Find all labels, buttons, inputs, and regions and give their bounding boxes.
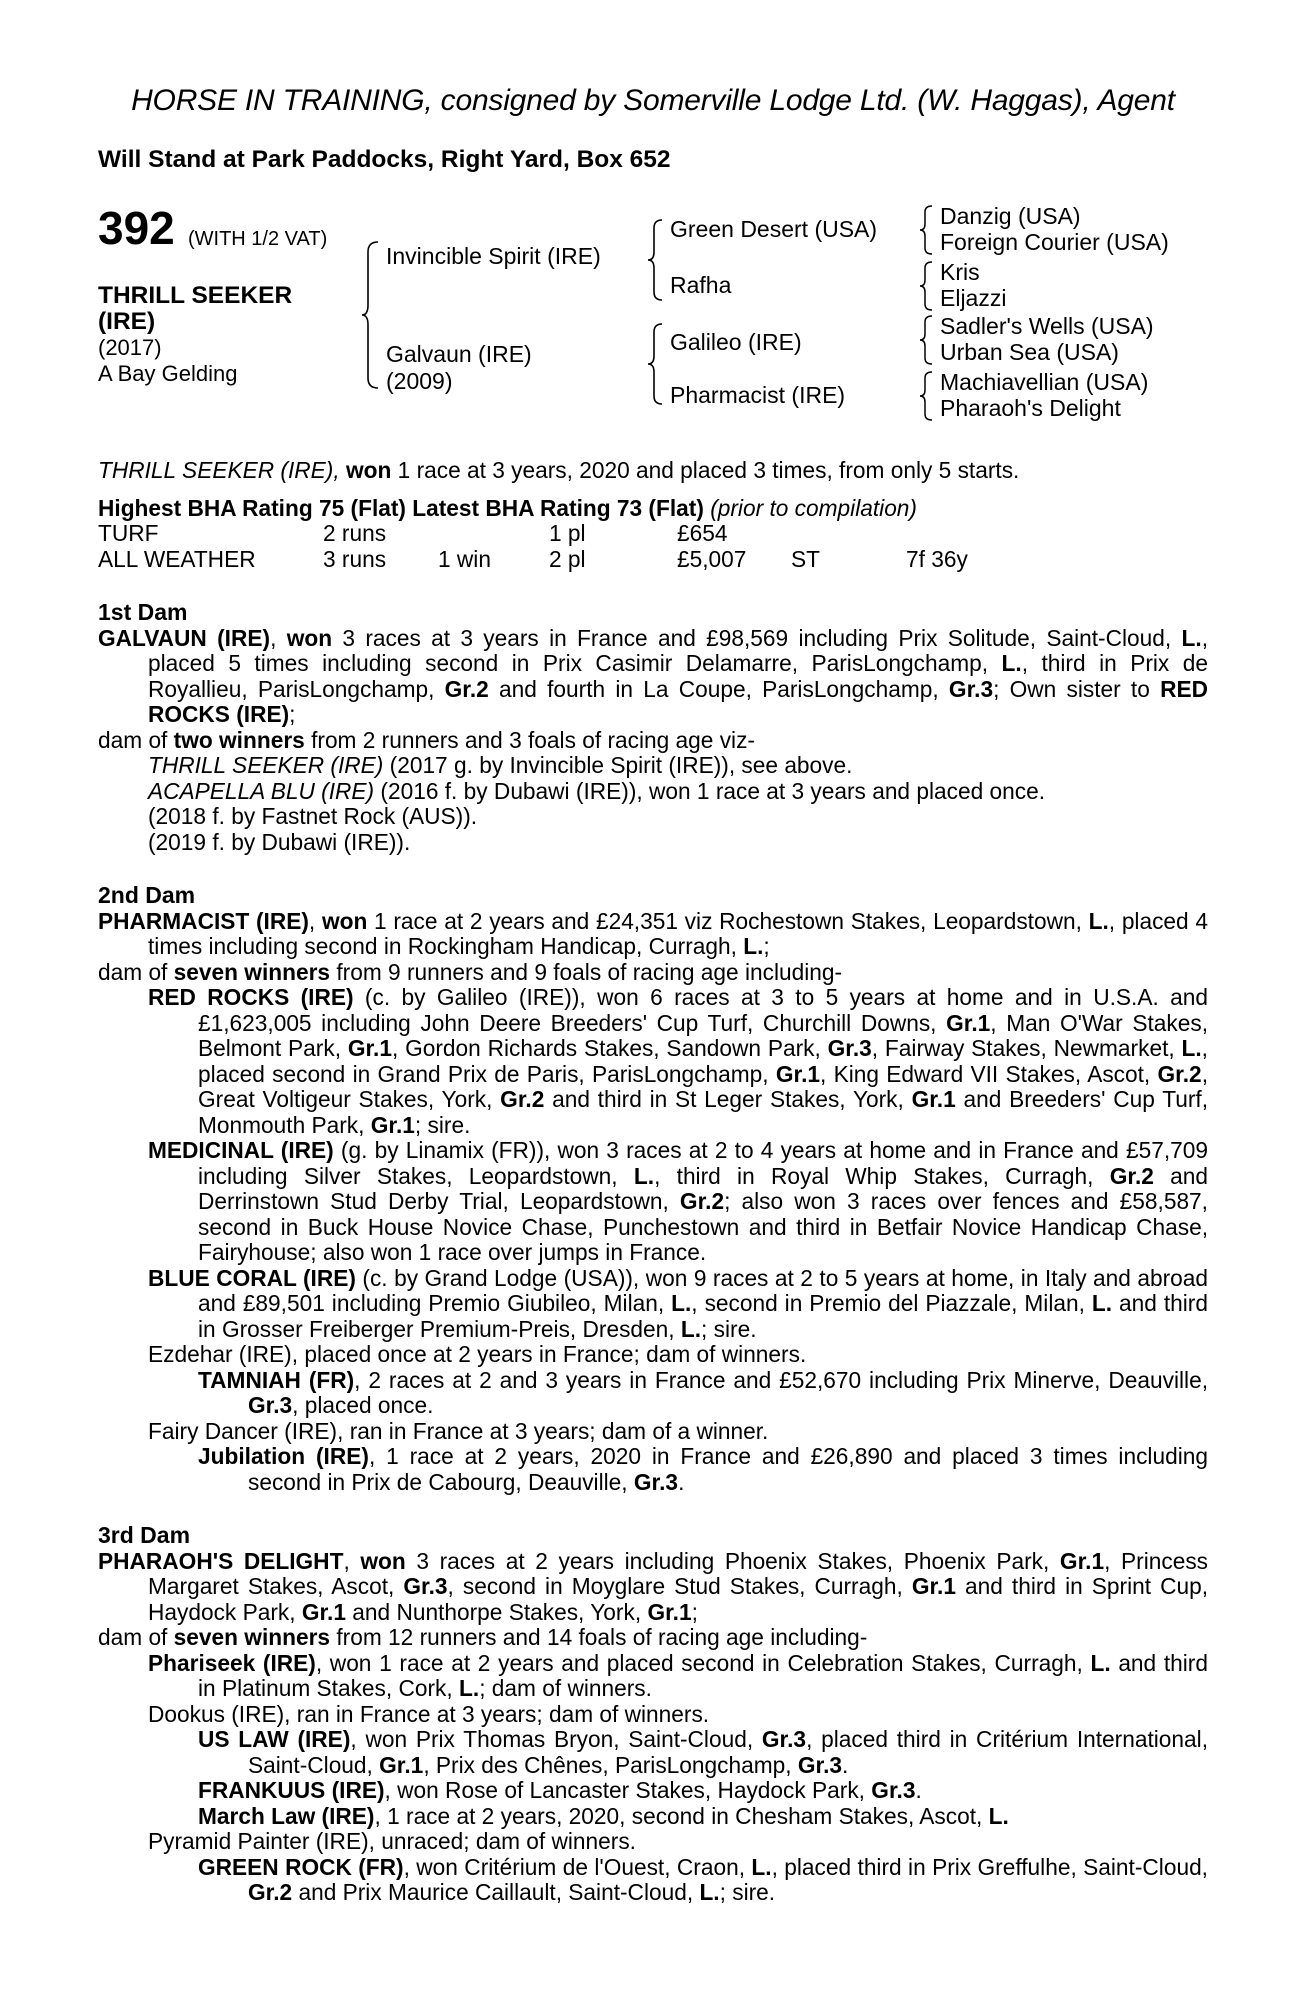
rating-line: Highest BHA Rating 75 (Flat) Latest BHA Rating 73 (Flat) (prior to compilation) [98, 494, 917, 521]
rating-block [98, 496, 1208, 573]
pedigree-brace-sire [646, 218, 666, 303]
consignor-header: HORSE IN TRAINING, consigned by Somerville Lodge Ltd. (W. Haggas), Agent [131, 84, 1175, 117]
rating-row-all-weather: ALL WEATHER 3 runs 1 win 2 pl £5,007 ST 7f 36y [98, 545, 968, 572]
produce-intro: dam of two winners from 2 runners and 3 foals of racing age viz- [98, 726, 755, 753]
pedigree-dss: Sadler's Wells (USA) [940, 313, 1154, 339]
produce-entry: Phariseek (IRE), won 1 race at 2 years and placed second in Celebration Stakes, Curragh, L. and third in Platinum Stakes, Cork, L.; dam of winners. [148, 1649, 1208, 1701]
pedigree-sdd: Eljazzi [940, 285, 1007, 311]
grandproduce-entry: Jubilation (IRE), 1 race at 2 years, 2020 in France and £26,890 and placed 3 times including second in Prix de Cabourg, Deauville, Gr.3. [198, 1443, 1208, 1495]
pedigree-dam-year: (2009) [386, 368, 453, 394]
second-dam-section [98, 883, 1208, 1495]
pedigree-sds: Kris [940, 259, 980, 285]
pedigree-brace-sd [918, 260, 936, 312]
produce-intro: dam of seven winners from 12 runners and 14 foals of racing age including- [98, 1624, 868, 1650]
dam-entry: PHARMACIST (IRE), won 1 race at 2 years and £24,351 viz Rochestown Stakes, Leopardstown, L., placed 4 times including second in Rockingham Handicap, Curragh, L.; [98, 907, 1209, 959]
first-dam-heading: 1st Dam [98, 599, 188, 625]
pedigree-brace-dam [646, 322, 666, 407]
rating-row-turf: TURF 2 runs 1 pl £654 [98, 520, 728, 546]
grandproduce-entry: FRANKUUS (IRE), won Rose of Lancaster Stakes, Haydock Park, Gr.3. [198, 1777, 922, 1803]
third-dam-section [98, 1523, 1208, 1906]
pedigree-brace-main [360, 240, 382, 390]
catalogue-body [98, 458, 1208, 1906]
race-summary: THRILL SEEKER (IRE), won 1 race at 3 years, 2020 and placed 3 times, from only 5 starts. [98, 457, 1020, 483]
produce-entry: BLUE CORAL (IRE) (c. by Grand Lodge (USA)), won 9 races at 2 to 5 years at home, in Italy and abroad and £89,501 including Premio Giubileo, Milan, L., second in Premio del Piazzale, Milan, L. and third in Grosser Freiberger Premium-Preis, Dresden, L.; sire. [148, 1264, 1208, 1342]
lot-number: 392 [98, 202, 175, 254]
produce-entry: (2019 f. by Dubawi (IRE)). [148, 828, 411, 855]
pedigree-brace-ds [918, 314, 936, 366]
produce-entry: ACAPELLA BLU (IRE) (2016 f. by Dubawi (IRE)), won 1 race at 3 years and placed once. [148, 777, 1046, 804]
dam-entry: GALVAUN (IRE), won 3 races at 3 years in France and £98,569 including Prix Solitude, Saint-Cloud, L., placed 5 times including second in Prix Casimir Delamarre, ParisLongchamp, L., third in Prix de Royallieu, ParisLongchamp, Gr.2 and fourth in La Coupe, ParisLongchamp, Gr.3; Own sister to RED ROCKS (IRE); [98, 624, 1208, 727]
first-dam-section [98, 600, 1208, 855]
produce-entry: Ezdehar (IRE), placed once at 2 years in France; dam of winners. [148, 1341, 807, 1367]
produce-intro: dam of seven winners from 9 runners and 9 foals of racing age including- [98, 958, 843, 985]
pedigree-dam: Galvaun (IRE) [386, 341, 532, 367]
produce-entry: MEDICINAL (IRE) (g. by Linamix (FR)), won 3 races at 2 to 4 years at home and in France and £57,709 including Silver Stakes, Leopardstown, L., third in Royal Whip Stakes, Curragh, Gr.2 and Derrinstown Stud Derby Trial, Leopardstown, Gr.2; also won 3 races over fences and £58,587, second in Buck House Novice Chase, Punchestown and third in Betfair Novice Handicap Chase, Fairyhouse; also won 1 race over jumps in France. [148, 1137, 1209, 1265]
pedigree-sss: Danzig (USA) [940, 203, 1081, 229]
pedigree-dsd: Urban Sea (USA) [940, 339, 1119, 365]
pedigree-sire: Invincible Spirit (IRE) [386, 243, 601, 269]
grandproduce-entry: US LAW (IRE), won Prix Thomas Bryon, Saint-Cloud, Gr.3, placed third in Critérium International, Saint-Cloud, Gr.1, Prix des Chênes, ParisLongchamp, Gr.3. [198, 1726, 1208, 1778]
pedigree-sire-dam: Rafha [670, 272, 732, 298]
grandproduce-entry: March Law (IRE), 1 race at 2 years, 2020, second in Chesham Stakes, Ascot, L. [198, 1802, 1009, 1829]
third-dam-heading: 3rd Dam [98, 1522, 191, 1548]
pedigree-dam-dam: Pharmacist (IRE) [670, 382, 846, 408]
stand-location: Will Stand at Park Paddocks, Right Yard, Box 652 [98, 146, 671, 173]
pedigree-dds: Machiavellian (USA) [940, 369, 1149, 395]
pedigree-brace-ss [918, 204, 936, 256]
lot-vat: (WITH 1/2 VAT) [188, 228, 328, 250]
horse-country: (IRE) [98, 308, 156, 335]
produce-entry: THRILL SEEKER (IRE) (2017 g. by Invincible Spirit (IRE)), see above. [148, 752, 853, 778]
produce-entry: (2018 f. by Fastnet Rock (AUS)). [148, 803, 478, 829]
grandproduce-entry: TAMNIAH (FR), 2 races at 2 and 3 years in France and £52,670 including Prix Minerve, Deauville, Gr.3, placed once. [198, 1366, 1208, 1418]
pedigree-dam-sire: Galileo (IRE) [670, 329, 802, 355]
horse-year: (2017) [98, 335, 162, 360]
produce-entry: RED ROCKS (IRE) (c. by Galileo (IRE)), won 6 races at 3 to 5 years at home and in U.S.A. and £1,623,005 including John Deere Breeders' Cup Turf, Churchill Downs, Gr.1, Man O'War Stakes, Belmont Park, Gr.1, Gordon Richards Stakes, Sandown Park, Gr.3, Fairway Stakes, Newmarket, L., placed second in Grand Prix de Paris, ParisLongchamp, Gr.1, King Edward VII Stakes, Ascot, Gr.2, Great Voltigeur Stakes, York, Gr.2 and third in St Leger Stakes, York, Gr.1 and Breeders' Cup Turf, Monmouth Park, Gr.1; sire. [148, 984, 1209, 1138]
produce-entry: Dookus (IRE), ran in France at 3 years; dam of winners. [148, 1700, 710, 1727]
dam-entry: PHARAOH'S DELIGHT, won 3 races at 2 years including Phoenix Stakes, Phoenix Park, Gr.1, Princess Margaret Stakes, Ascot, Gr.3, second in Moyglare Stud Stakes, Curragh, Gr.1 and third in Sprint Cup, Haydock Park, Gr.1 and Nunthorpe Stakes, York, Gr.1; [98, 1547, 1209, 1625]
pedigree-sire-sire: Green Desert (USA) [670, 216, 878, 242]
pedigree-ddd: Pharaoh's Delight [940, 395, 1121, 421]
produce-entry: Fairy Dancer (IRE), ran in France at 3 years; dam of a winner. [148, 1417, 769, 1444]
horse-name: THRILL SEEKER [98, 282, 293, 309]
horse-description: A Bay Gelding [98, 361, 238, 386]
second-dam-heading: 2nd Dam [98, 882, 196, 908]
pedigree-brace-dd [918, 370, 936, 422]
horse-info [98, 283, 292, 387]
pedigree-ssd: Foreign Courier (USA) [940, 229, 1169, 255]
grandproduce-entry: GREEN ROCK (FR), won Critérium de l'Ouest, Craon, L., placed third in Prix Greffulhe, Saint-Cloud, Gr.2 and Prix Maurice Caillault, Saint-Cloud, L.; sire. [198, 1853, 1208, 1905]
produce-entry: Pyramid Painter (IRE), unraced; dam of winners. [148, 1828, 636, 1854]
